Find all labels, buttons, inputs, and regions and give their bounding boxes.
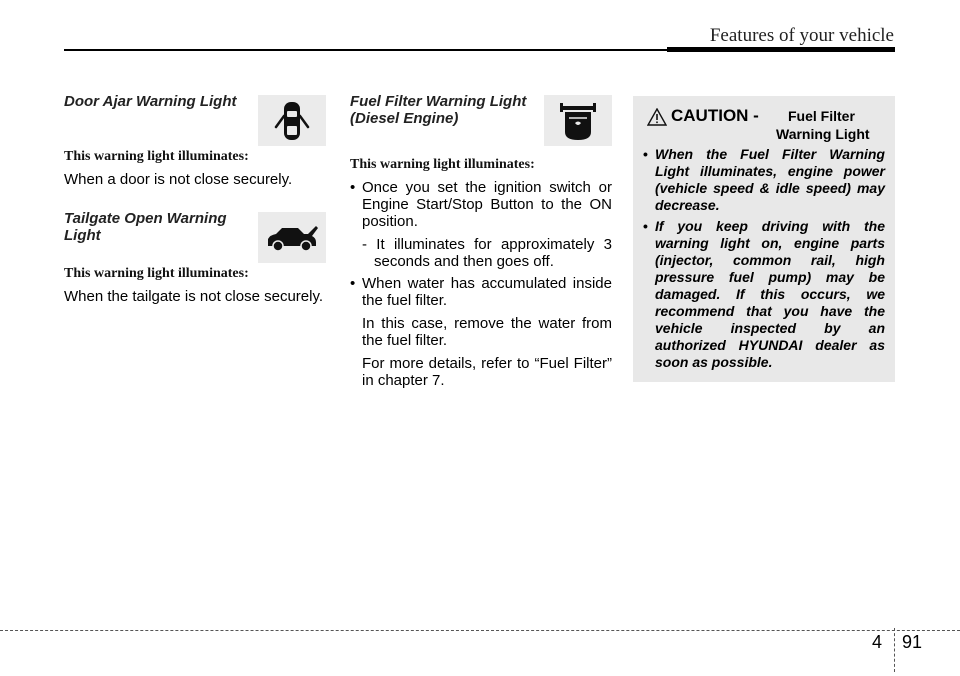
door-ajar-section <box>64 93 326 188</box>
fuel-filter-lead: This warning light illuminates: <box>350 157 535 172</box>
chapter-number: 4 <box>872 632 883 652</box>
list-item <box>350 179 612 270</box>
footer-divider <box>894 628 895 672</box>
caution-word: CAUTION - <box>671 106 759 125</box>
door-ajar-lead: This warning light illuminates: <box>64 149 249 164</box>
fuel-filter-title-line1: Fuel Filter Warning Light <box>350 93 527 110</box>
door-ajar-text: When a door is not close securely. <box>64 171 293 188</box>
left-column <box>64 93 326 305</box>
caution-item: • If you keep driving with the warning light on, engine parts (injector, common rail, high pressure fuel pump) may be damaged. If this occurs, we recommend that you have the vehicle inspected by an authorized HYUNDAI dealer as soon as possible. <box>643 218 885 371</box>
fuel-filter-bullet2-sub1: In this case, remove the water from the fuel filter. <box>362 315 612 349</box>
caution-list <box>633 146 895 371</box>
tailgate-head <box>64 210 326 252</box>
fuel-filter-bullet1: Once you set the ignition switch or Engine Start/Stop Button to the ON position. <box>362 179 612 230</box>
page-number: 91 <box>902 632 923 652</box>
footer-rule <box>0 630 960 631</box>
header-rule <box>64 49 667 51</box>
fuel-filter-bullet1-sub: - It illuminates for approximately 3 seconds and then goes off. <box>362 236 612 270</box>
door-ajar-title: Door Ajar Warning Light <box>64 93 237 110</box>
middle-column <box>350 93 612 394</box>
tailgate-section <box>64 210 326 305</box>
caution-subtitle-line1: Fuel Filter <box>788 108 855 124</box>
fuel-filter-head <box>350 93 612 135</box>
fuel-filter-title-line2: (Diesel Engine) <box>350 110 459 127</box>
header-title: Features of your vehicle <box>709 25 894 46</box>
tailgate-text: When the tailgate is not close securely. <box>64 288 324 305</box>
caution-box <box>633 96 895 382</box>
fuel-filter-bullet2: When water has accumulated inside the fuel filter. <box>362 275 612 309</box>
fuel-filter-icon <box>544 95 612 146</box>
fuel-filter-bullet2-sub2: For more details, refer to “Fuel Filter” in chapter 7. <box>362 355 612 389</box>
door-ajar-head <box>64 93 326 135</box>
fuel-filter-title <box>350 93 530 127</box>
tailgate-title: Tailgate Open Warning Light <box>64 210 227 244</box>
list-item <box>350 275 612 389</box>
tailgate-lead: This warning light illuminates: <box>64 266 249 281</box>
caution-item: • When the Fuel Filter Warning Light illuminates, engine power (vehicle speed & idle speed) may decrease. <box>643 146 885 214</box>
header-rule-thick <box>667 47 895 52</box>
warning-triangle-icon <box>647 108 667 131</box>
door-ajar-icon <box>258 95 326 146</box>
caution-subtitle-line2: Warning Light <box>776 126 870 142</box>
fuel-filter-list <box>350 179 612 389</box>
tailgate-open-icon <box>258 212 326 263</box>
caution-head <box>633 96 895 146</box>
